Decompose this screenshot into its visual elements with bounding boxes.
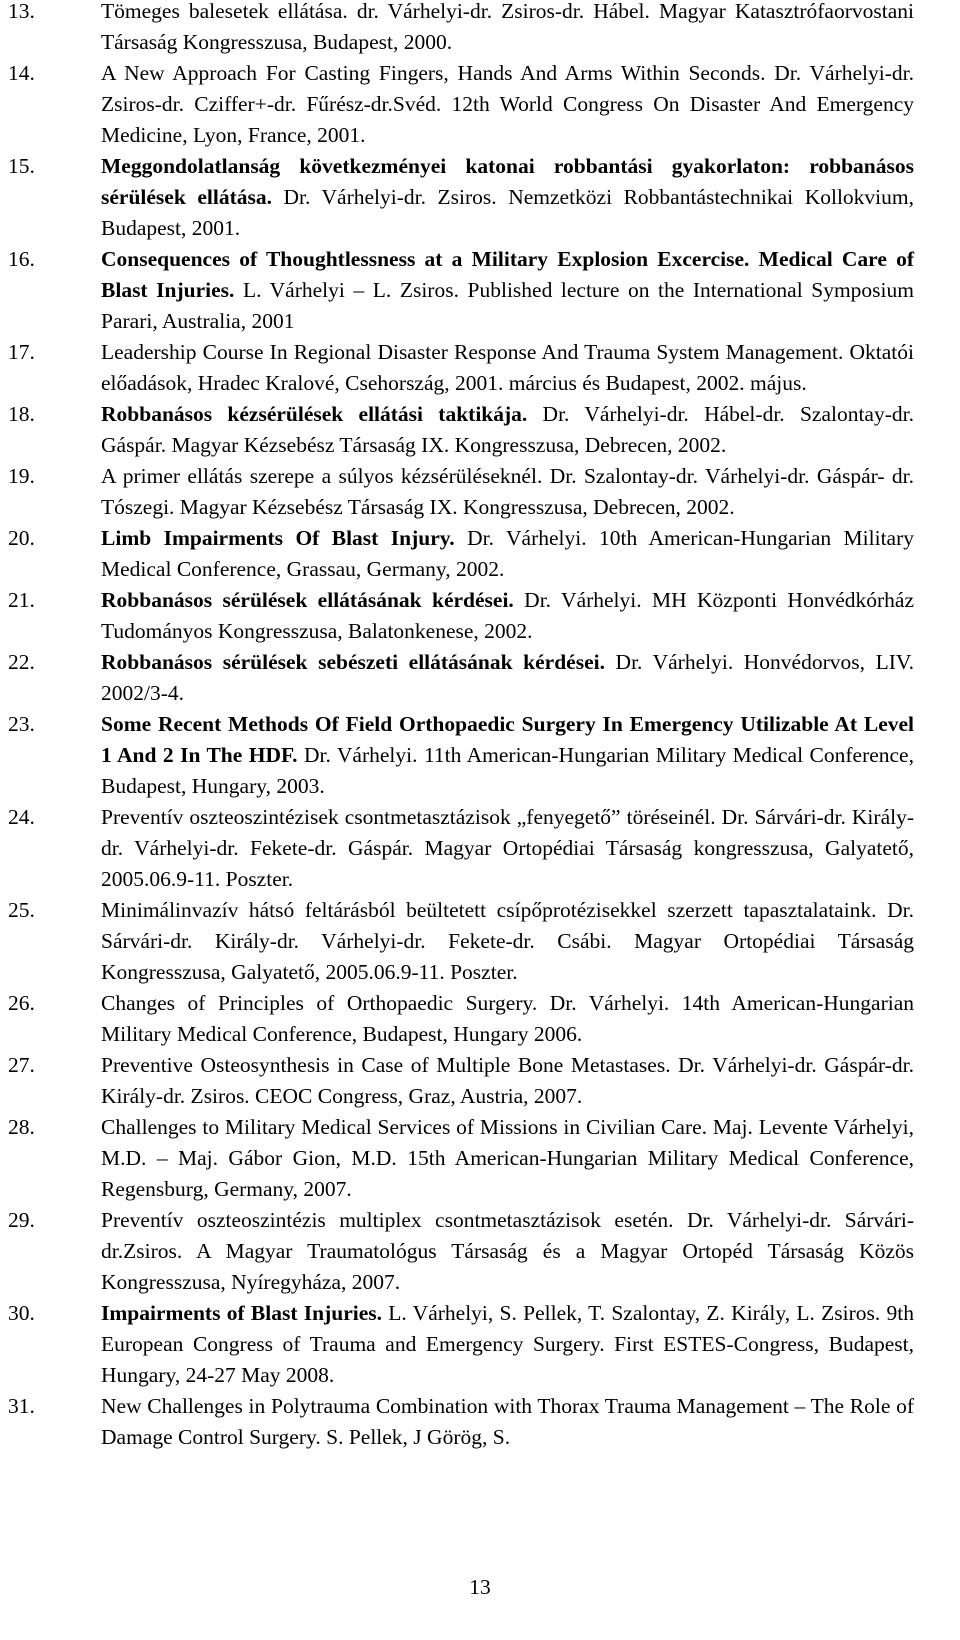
reference-number: 23. (8, 712, 35, 736)
reference-number: 19. (8, 464, 35, 488)
reference-text: Dr. Várhelyi-dr. Hábel-dr. Szalontay-dr. Gáspár. Magyar Kézsebész Társaság IX. Kongresszusa, Debrecen, 2002. (101, 402, 914, 457)
reference-number: 27. (8, 1053, 35, 1077)
reference-entry (0, 58, 960, 151)
reference-number: 26. (8, 991, 35, 1015)
reference-text: Dr. Várhelyi-dr. Zsiros. Nemzetközi Robbantástechnikai Kollokvium, Budapest, 2001. (101, 185, 914, 240)
reference-entry (0, 399, 960, 461)
reference-entry (0, 1112, 960, 1205)
reference-entry (0, 1391, 960, 1453)
reference-entry (0, 244, 960, 337)
reference-text: Preventív oszteoszintézisek csontmetasztázisok „fenyegető” töréseinél. Dr. Sárvári-dr. Király-dr. Várhelyi-dr. Fekete-dr. Gáspár. Magyar Ortopédiai Társaság kongresszusa, Galyatető, 2005.06.9-11. Poszter. (101, 805, 914, 891)
reference-title-bold: Robbanásos sérülések ellátásának kérdései. (101, 588, 514, 612)
reference-number: 15. (8, 154, 35, 178)
reference-text: New Challenges in Polytrauma Combination with Thorax Trauma Management – The Role of Damage Control Surgery. S. Pellek, J Görög, S. (101, 1394, 914, 1449)
reference-entry (0, 802, 960, 895)
reference-text: Changes of Principles of Orthopaedic Surgery. Dr. Várhelyi. 14th American-Hungarian Military Medical Conference, Budapest, Hungary 2006. (101, 991, 914, 1046)
reference-entry (0, 647, 960, 709)
reference-text: Dr. Várhelyi. MH Központi Honvédkórház Tudományos Kongresszusa, Balatonkenese, 2002. (101, 588, 914, 643)
reference-number: 28. (8, 1115, 35, 1139)
reference-text: Minimálinvazív hátsó feltárásból beültetett csípőprotézisekkel szerzett tapasztalataink. Dr. Sárvári-dr. Király-dr. Várhelyi-dr. Fekete-dr. Csábi. Magyar Ortopédiai Társaság Kongresszusa, Galyatető, 2005.06.9-11. Poszter. (101, 898, 914, 984)
reference-text: Dr. Várhelyi. 11th American-Hungarian Military Medical Conference, Budapest, Hungary, 2003. (101, 743, 914, 798)
reference-title-bold: Consequences of Thoughtlessness at a Military Explosion Excercise. Medical Care of Blast Injuries. (101, 247, 914, 302)
reference-entry (0, 988, 960, 1050)
reference-number: 17. (8, 340, 35, 364)
reference-text: Tömeges balesetek ellátása. dr. Várhelyi-dr. Zsiros-dr. Hábel. Magyar Katasztrófaorvostani Társaság Kongresszusa, Budapest, 2000. (101, 0, 914, 54)
reference-number: 16. (8, 247, 35, 271)
reference-text: L. Várhelyi, S. Pellek, T. Szalontay, Z. Király, L. Zsiros. 9th European Congress of Trauma and Emergency Surgery. First ESTES-Congress, Budapest, Hungary, 24-27 May 2008. (101, 1301, 914, 1387)
reference-text: L. Várhelyi – L. Zsiros. Published lecture on the International Symposium Parari, Australia, 2001 (101, 278, 914, 333)
reference-title-bold: Limb Impairments Of Blast Injury. (101, 526, 455, 550)
reference-title-bold: Impairments of Blast Injuries. (101, 1301, 383, 1325)
page-number: 13 (469, 1575, 491, 1599)
reference-number: 25. (8, 898, 35, 922)
reference-title-bold: Meggondolatlanság következményei katonai robbantási gyakorlaton: robbanásos sérülések ellátása. (101, 154, 914, 209)
reference-title-bold: Some Recent Methods Of Field Orthopaedic Surgery In Emergency Utilizable At Level 1 And 2 In The HDF. (101, 712, 914, 767)
reference-title-bold: Robbanásos sérülések sebészeti ellátásának kérdései. (101, 650, 605, 674)
reference-number: 29. (8, 1208, 35, 1232)
reference-text: A primer ellátás szerepe a súlyos kézsérüléseknél. Dr. Szalontay-dr. Várhelyi-dr. Gáspár- dr. Tószegi. Magyar Kézsebész Társaság IX. Kongresszusa, Debrecen, 2002. (101, 464, 914, 519)
reference-entry (0, 523, 960, 585)
reference-entry (0, 461, 960, 523)
reference-text: Dr. Várhelyi. Honvédorvos, LIV. 2002/3-4. (101, 650, 914, 705)
reference-number: 13. (8, 0, 35, 23)
reference-entry (0, 895, 960, 988)
reference-number: 14. (8, 61, 35, 85)
reference-entry (0, 1050, 960, 1112)
reference-number: 18. (8, 402, 35, 426)
reference-text: Preventive Osteosynthesis in Case of Multiple Bone Metastases. Dr. Várhelyi-dr. Gáspár-dr. Király-dr. Zsiros. CEOC Congress, Graz, Austria, 2007. (101, 1053, 914, 1108)
reference-text: A New Approach For Casting Fingers, Hands And Arms Within Seconds. Dr. Várhelyi-dr. Zsiros-dr. Cziffer+-dr. Fűrész-dr.Svéd. 12th World Congress On Disaster And Emergency Medicine, Lyon, France, 2001. (101, 61, 914, 147)
reference-text: Leadership Course In Regional Disaster Response And Trauma System Management. Oktatói előadások, Hradec Kralové, Csehország, 2001. március és Budapest, 2002. május. (101, 340, 914, 395)
reference-entry (0, 709, 960, 802)
reference-title-bold: Robbanásos kézsérülések ellátási taktikája. (101, 402, 528, 426)
reference-text: Dr. Várhelyi. 10th American-Hungarian Military Medical Conference, Grassau, Germany, 2002. (101, 526, 915, 581)
reference-entry (0, 585, 960, 647)
reference-entry (0, 0, 960, 58)
reference-entry (0, 151, 960, 244)
reference-number: 21. (8, 588, 35, 612)
reference-entry (0, 1205, 960, 1298)
reference-text: Preventív oszteoszintézis multiplex csontmetasztázisok esetén. Dr. Várhelyi-dr. Sárvári-dr.Zsiros. A Magyar Traumatológus Társaság és a Magyar Ortopéd Társaság Közös Kongresszusa, Nyíregyháza, 2007. (101, 1208, 914, 1294)
reference-entry (0, 1298, 960, 1391)
reference-entry (0, 337, 960, 399)
reference-number: 24. (8, 805, 35, 829)
reference-number: 31. (8, 1394, 35, 1418)
reference-number: 30. (8, 1301, 35, 1325)
reference-text: Challenges to Military Medical Services of Missions in Civilian Care. Maj. Levente Várhelyi, M.D. – Maj. Gábor Gion, M.D. 15th American-Hungarian Military Medical Conference, Regensburg, Germany, 2007. (101, 1115, 914, 1201)
reference-number: 20. (8, 526, 35, 550)
reference-number: 22. (8, 650, 35, 674)
